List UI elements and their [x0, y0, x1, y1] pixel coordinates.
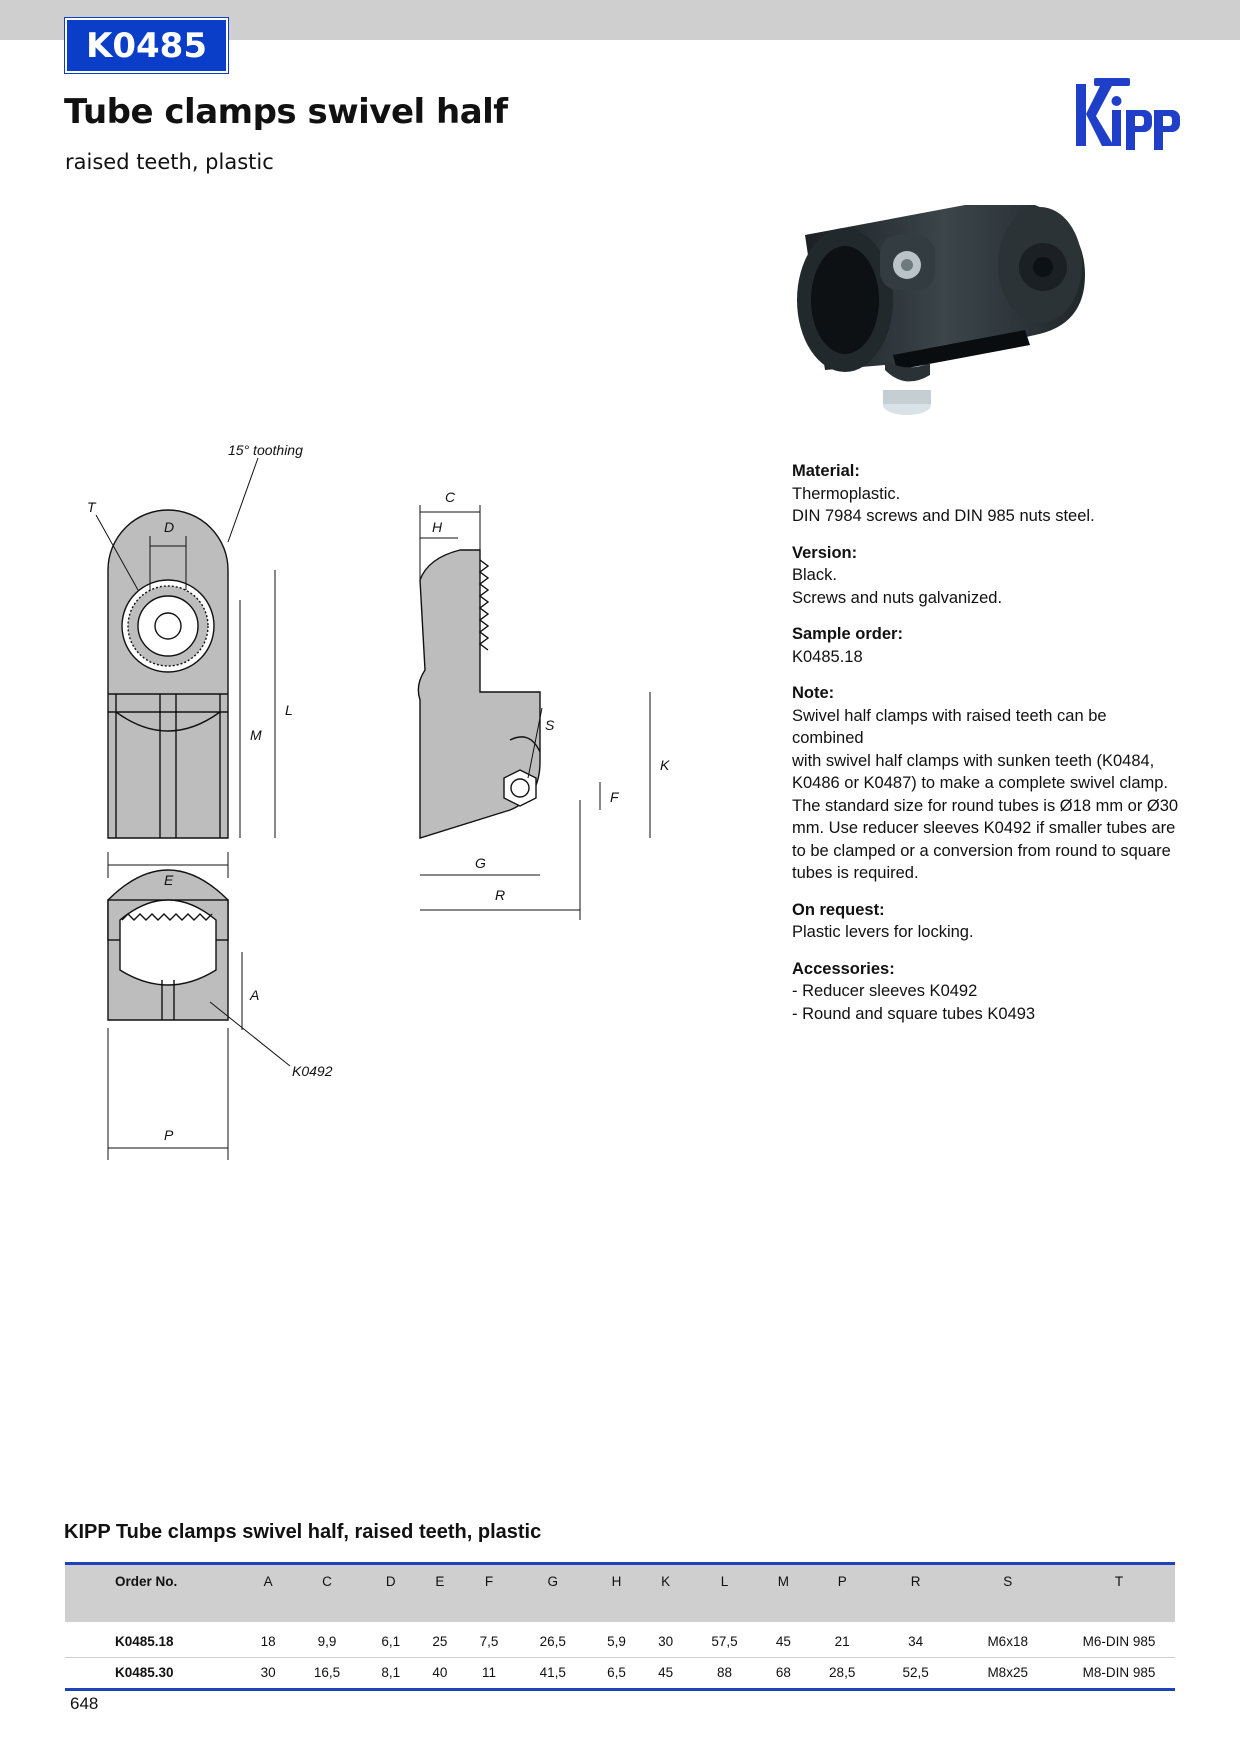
technical-drawing — [60, 442, 670, 1180]
col-C: C — [290, 1564, 363, 1622]
label-M: M — [250, 727, 262, 743]
dimensions-table — [65, 1562, 1175, 1691]
front-view-body — [108, 510, 228, 838]
table-header-row — [65, 1564, 1175, 1622]
spec-material: Material: Thermoplastic. DIN 7984 screws and DIN 985 nuts steel. — [792, 462, 1095, 525]
product-code-badge: K0485 — [65, 18, 228, 73]
page-subtitle: raised teeth, plastic — [65, 150, 274, 174]
col-K: K — [643, 1564, 687, 1622]
col-D: D — [364, 1564, 418, 1622]
reducer-ref: K0492 — [292, 1063, 333, 1079]
spec-accessories: Accessories: - Reducer sleeves K0492 - Round and square tubes K0493 — [792, 959, 1036, 1023]
label-G: G — [475, 855, 486, 871]
label-F: F — [610, 789, 619, 805]
page-title: Tube clamps swivel half — [64, 92, 508, 132]
label-P: P — [164, 1127, 174, 1143]
col-L: L — [688, 1564, 761, 1622]
label-T: T — [87, 499, 96, 515]
table-row: K0485.30 30 16,5 8,1 40 11 41,5 6,5 45 88 68 28,5 52,5 M8x25 M8-DIN 985 — [65, 1657, 1175, 1689]
col-H: H — [589, 1564, 643, 1622]
label-R: R — [495, 887, 506, 903]
spec-sample-order: Sample order: K0485.18 — [792, 625, 903, 666]
col-T: T — [1063, 1564, 1175, 1622]
product-photo — [785, 195, 1125, 435]
label-S: S — [545, 717, 555, 733]
specifications — [792, 460, 1182, 1039]
label-D: D — [164, 519, 175, 535]
label-A: A — [250, 987, 260, 1003]
toothing-note: 15° toothing — [228, 442, 303, 458]
col-order-no: Order No. — [65, 1564, 246, 1622]
label-L: L — [285, 702, 293, 718]
label-C: C — [445, 489, 456, 505]
col-R: R — [879, 1564, 952, 1622]
spec-version: Version: Black. Screws and nuts galvanized. — [792, 543, 1003, 607]
col-G: G — [516, 1564, 589, 1622]
kipp-logo — [1072, 76, 1186, 156]
page-number: 648 — [70, 1694, 99, 1713]
spec-note: Note: Swivel half clamps with raised teeth can be combined with swivel half clamps with sunken teeth (K0484, K0486 or K0487) to make a complete swivel clamp. The standard size for round tubes is Ø18 mm or Ø30 mm. Use reducer sleeves K0492 if smaller tubes are to be clamped or a conversion from round to square tubes is required. — [792, 684, 1179, 882]
label-H: H — [432, 519, 443, 535]
spec-on-request: On request: Plastic levers for locking. — [792, 900, 974, 941]
col-S: S — [952, 1564, 1063, 1622]
col-M: M — [761, 1564, 805, 1622]
col-F: F — [462, 1564, 516, 1622]
table-row: K0485.18 18 9,9 6,1 25 7,5 26,5 5,9 30 57,5 45 21 34 M6x18 M6-DIN 985 — [65, 1622, 1175, 1658]
label-E: E — [164, 872, 174, 888]
col-E: E — [418, 1564, 462, 1622]
col-P: P — [805, 1564, 878, 1622]
table-title: KIPP Tube clamps swivel half, raised teeth, plastic — [64, 1521, 542, 1543]
label-K: K — [660, 757, 670, 773]
col-A: A — [246, 1564, 290, 1622]
